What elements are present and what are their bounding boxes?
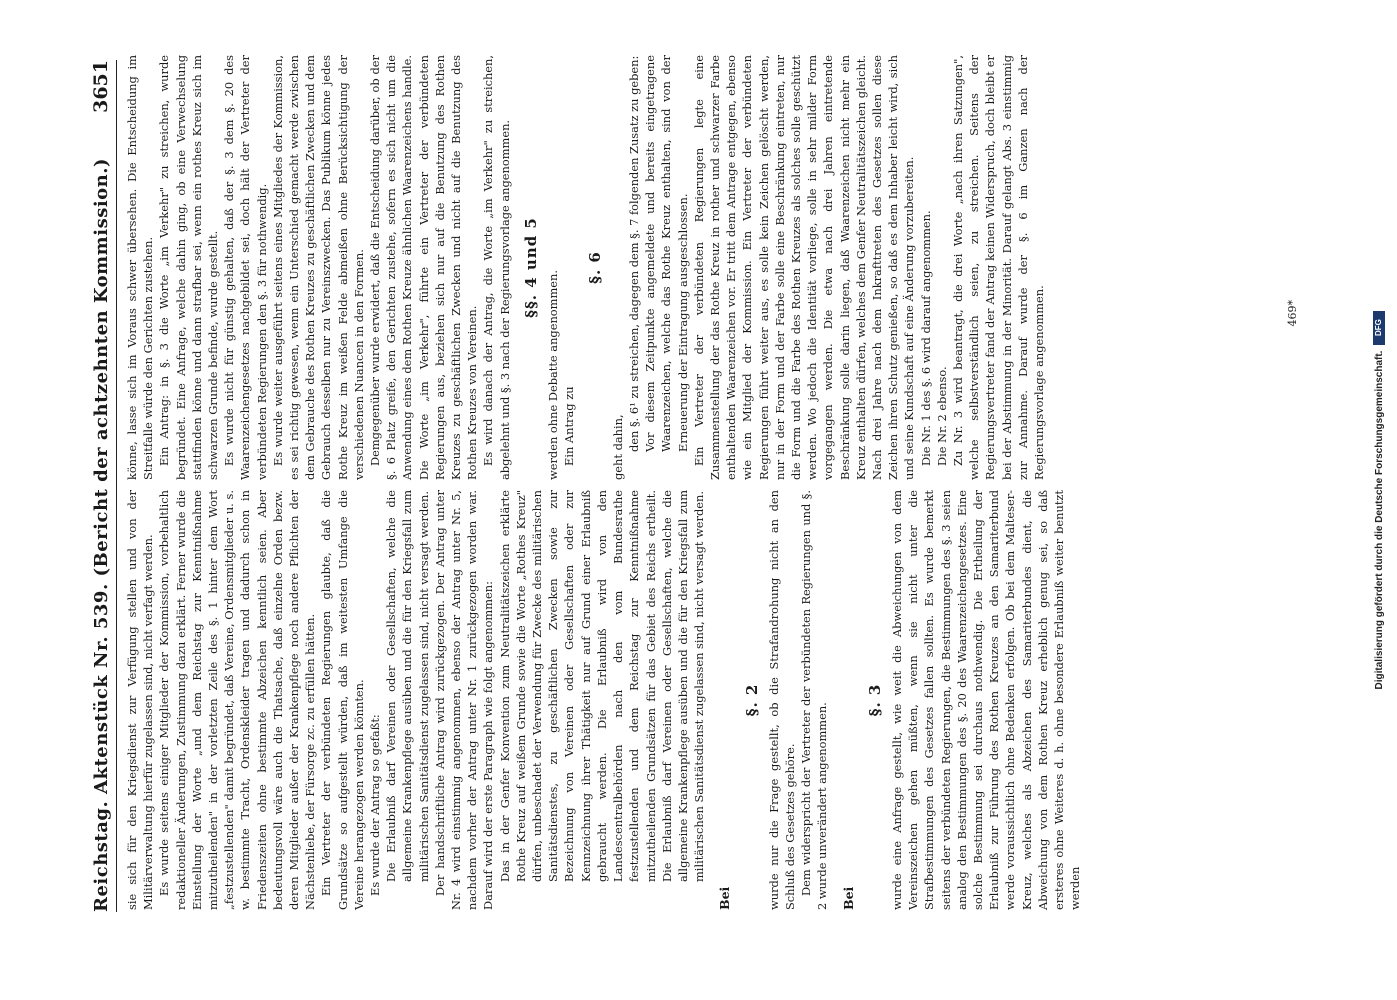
paragraph: werden ohne Debatte angenommen. — [546, 270, 561, 480]
paragraph: Ein Vertreter der verbündeten Regierungen legte eine Zusammenstellung der das Rothe Kreuz in rother und schwarzer Farbe enthaltenden Waarenzeichen vor. Er tritt dem Antrage entgegen, ebenso wie ein Mitglied der Kommission. Ein Vertreter der verbündeten Regierungen führt weiter aus, es solle kein Zeichen gelöscht werden, nur in der Form und der Farbe solle eine Beschränkung eintreten, nur die Form und die Farbe des Rothen Kreuzes als solches solle geschützt werden. Wo jedoch die Identität vorliege, solle in sehr milder Form vorgegangen werden. Die etwa nach drei Jahren eintretende Beschränkung solle darin liegen, daß Waarenzeichen nicht mehr ein Kreuz enthalten dürfen, welches dem Genfer Neutralitätszeichen gleicht. Nach drei Jahre nach dem Inkrafttreten des Gesetzes sollen diese Zeichen ihren Schutz genießen, so daß es dem Inhaber leicht wird, sich und seine Kundschaft auf eine Änderung vorzubereiten. — [691, 55, 917, 480]
section-heading: §. 2 — [742, 683, 761, 717]
dfg-logo: DFG — [1373, 311, 1385, 345]
header-title: Reichstag. Aktenstück Nr. 539. (Bericht der achtzehnten Kommission.) — [91, 157, 112, 912]
paragraph: Es wurde weiter ausgeführt seitens eines Mitgliedes der Kommission, es sei richtig gewesen, wenn ein Unterschied gemacht werde zwischen dem Gebrauche des Rothen Kreuzes zu geschäftlichen Zwecken und dem Gebrauch desselben nur zu Vereinszwecken. Das Publikum könne jedes Rothe Kreuz im weißen Felde abmeißen ohne Berücksichtigung der verschiedenen Nuancen in den Formen. — [270, 55, 366, 480]
section-heading: §. 3 — [865, 683, 884, 717]
paragraph: Ein Vertreter der verbündeten Regierungen glaubte, daß die Grundsätze so aufgestellt würden, daß im weitesten Umfange die Vereine herangezogen werden könnten. — [319, 490, 366, 910]
quoted-paragraph: Das in der Genfer Konvention zum Neutralitätszeichen erklärte Rothe Kreuz auf weißem Grunde sowie die Worte „Rothes Kreuz" dürfen, unbeschadet der Verwendung für Zwecke des militärischen Sanitätsdienstes, zu geschäftlichen Zwecken sowie zur Bezeichnung von Vereinen oder Gesellschaften oder zur Kennzeichnung ihrer Thätigkeit nur auf Grund einer Erlaubniß gebraucht werden. Die Erlaubniß wird von den Landescentralbehörden nach den vom Bundesrathe festzustellenden und dem Reichstag zur Kenntnißnahme mitzutheilenden Grundsätzen für das Gebiet des Reichs ertheilt. Die Erlaubniß darf Vereinen oder Gesellschaften, welche die allgemeine Krankenpflege ausüben und die für den Kriegsfall zum militärischen Sanitätsdienst zugelassen sind, nicht versagt werden. — [497, 490, 707, 882]
quoted-paragraph: Die Erlaubniß darf Vereinen oder Gesellschaften, welche die allgemeine Krankenpflege ausüben und die für den Kriegsfall zum militärischen Sanitätsdienst zugelassen sind, nicht versagt werden. — [384, 490, 431, 882]
paragraph: wurde eine Anfrage gestellt, wie weit die Abweichungen von dem Vereinszeichen gehen müßten, wenn sie nicht unter die Strafbestimmungen des Gesetzes fallen sollten. Es wurde bemerkt seitens der verbündeten Regierungen, die Bestimmungen des §. 3 seien analog den Bestimmungen des §. 20 des Waarenzeichengesetzes. Eine solche Bestimmung sei durchaus nothwendig. Die Ertheilung der Erlaubniß zur Führung des Rothen Kreuzes an den Samariterbund werde voraussichtlich ohne Bedenken erfolgen. Ob bei dem Malteser-Kreuz, welches als Abzeichen des Samariterbundes dient, die Abweichung von dem Rothen Kreuz erheblich genug sei, so daß ersteres ohne Weiteres d. h. ohne besondere Erlaubniß weiter benutzt werden — [889, 490, 1083, 910]
paragraph: Es wurde der Antrag so gefaßt: — [368, 714, 383, 896]
paragraph: sie sich für den Kriegsdienst zur Verfügung stellen und von der Militärverwaltung hierfür zugelassen sind, nicht verfagt werden. — [125, 490, 156, 910]
quoted-paragraph: den §. 6¹ zu streichen, dagegen dem §. 7 folgenden Zusatz zu geben: — [626, 55, 641, 452]
quoted-paragraph: Vor diesem Zeitpunkte angemeldete und bereits eingetragene Waarenzeichen, welche das Rothe Kreuz enthalten, sind von der Erneuerung der Eintragung ausgeschlossen. — [643, 55, 690, 452]
paragraph: wurde nur die Frage gestellt, ob die Strafandrohung nicht an den Schluß des Gesetzes gehöre. — [766, 490, 797, 910]
section-heading: §. 6 — [586, 251, 605, 284]
paragraph: geht dahin, — [610, 414, 625, 480]
paragraph: Es wurde nicht für günstig gehalten, daß der §. 3 dem §. 20 des Waarenzeichengesetzes nachgebildet sei, doch hält der Vertreter der verbündeten Regierungen den §. 3 für nothwendig. — [222, 55, 269, 480]
page-header — [86, 60, 117, 912]
paragraph: Ein Antrag zu — [562, 386, 577, 466]
signature-mark: 469* — [1286, 300, 1299, 327]
text-column-right — [124, 55, 1047, 480]
page-number: 3651 — [90, 60, 112, 113]
text-column-left — [124, 490, 1083, 910]
paragraph: Die Nr. 2 ebenso. — [934, 366, 949, 466]
section-heading: §§. 4 und 5 — [521, 217, 540, 318]
paragraph: Ein Antrag: in §. 3 die Worte „im Verkehr" zu streichen, wurde begründet. Eine Anfrage, welche dahin ging, ob eine Verwechselung stattfinden könne und dann strafbar sei, wenn ein rothes Kreuz sich im schwarzen Grunde befinde, wurde gestellt. — [157, 55, 221, 480]
paragraph: Die Nr. 1 des §. 6 wird darauf angenommen. — [918, 210, 933, 466]
credit-text: Digitalisierung gefördert durch die Deutsche Forschungsgemeinschaft. — [1373, 350, 1385, 690]
paragraph: könne, lasse sich im Voraus schwer übersehen. Die Entscheidung im Streitfalle würde den Gerichten zustehen. — [125, 55, 156, 480]
bei-label: Bei — [717, 886, 733, 910]
paragraph: Es wird danach der Antrag, die Worte „im Verkehr" zu streichen, abgelehnt und §. 3 nach der Regierungsvorlage angenommen. — [481, 55, 512, 480]
paragraph: Zu Nr. 3 wird beantragt, die drei Worte „nach ihren Satzungen", welche selbstverständlich seien, zu streichen. Seitens der Regierungsvertreter fand der Antrag keinen Widerspruch, doch bleibt er bei der Abstimmung in der Minorität. Darauf gelangt Abs. 3 einstimmig zur Annahme. Darauf wurde der §. 6 im Ganzen nach der Regierungsvorlage angenommen. — [950, 55, 1046, 480]
bei-label: Bei — [840, 886, 856, 910]
paragraph: Der handschriftliche Antrag wird zurückgezogen. Der Antrag unter Nr. 4 wird einstimmig angenommen, ebenso der Antrag unter Nr. 5, nachdem vorher der Antrag unter Nr. 1 zurückgezogen worden war. Darauf wird der erste Paragraph wie folgt angenommen: — [432, 490, 496, 910]
paragraph: Demgegenüber wurde erwidert, daß die Entscheidung darüber, ob der §. 6 Platz greife, den Gerichten zustehe, sofern es sich nicht um die Anwendung eines dem Rothen Kreuze ähnlichen Waarenzeichens handle. Die Worte „im Verkehr", führte ein Vertreter der verbündeten Regierungen aus, beziehen sich nur auf die Benutzung des Rothen Kreuzes zu geschäftlichen Zwecken und nicht auf die Benutzung des Rothen Kreuzes von Vereinen. — [368, 55, 480, 480]
digitization-credit — [1368, 0, 1390, 1000]
paragraph: Es wurde seitens einiger Mitglieder der Kommission, vorbehaltlich redaktioneller Änderungen, Zustimmung dazu erklärt. Ferner wurde die Einstellung der Worte „und dem Reichstag zur Kenntnißnahme mitzutheilenden" in der vorletzten Zeile des §. 1 hinter dem Wort „festzustellenden" damit begründet, daß Vereine, Ordensmitglieder u. s. w. bestimmte Tracht, Ordenskleider tragen und dadurch schon in Friedenszeiten ohne bestimmte Abzeichen kenntlich seien. Aber bedeutungsvoll wäre auch die Thatsache, daß einzelne Orden bezw. deren Mitglieder außer der Krankenpflege noch andere Pflichten der Nächstenliebe, der Fürsorge zc. zu erfüllen hätten. — [157, 490, 318, 910]
paragraph: Dem widerspricht der Vertreter der verbündeten Regierungen und §. 2 wurde unverändert angenommen. — [799, 490, 830, 910]
